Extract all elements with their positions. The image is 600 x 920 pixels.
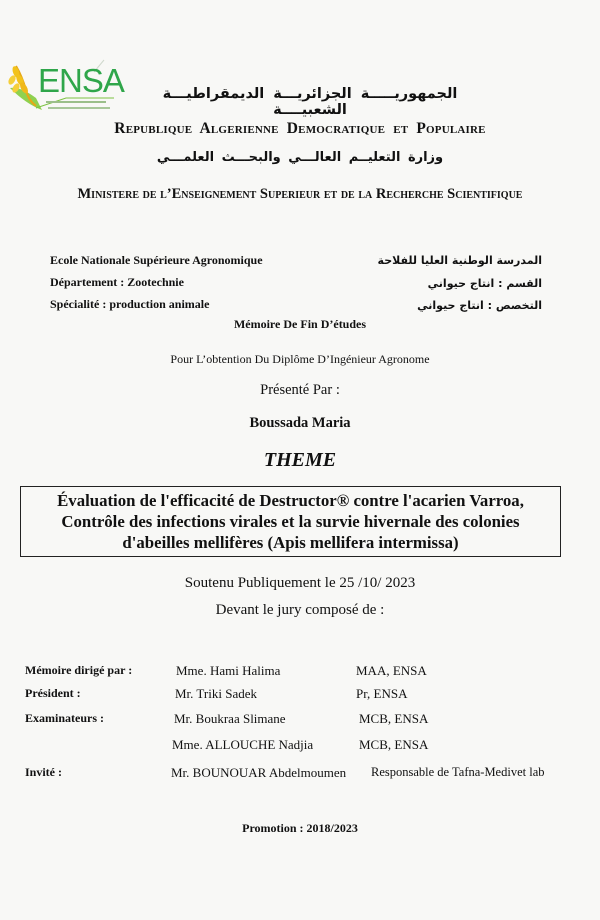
school-name-arabic: المدرسة الوطنية العليا للفلاحة — [377, 254, 542, 267]
specialty: Spécialité : production animale — [50, 297, 210, 311]
jury-intro: Devant le jury composé de : — [215, 602, 385, 618]
jury-name: Mr. BOUNOUAR Abdelmoumen — [171, 765, 347, 780]
jury-name: Mme. ALLOUCHE Nadjia — [172, 737, 314, 752]
republic-french: Republique Algerienne Democratique et Populaire — [114, 120, 486, 137]
theme-line: Évaluation de l'efficacité de Destructor® contre l'acarien Varroa, — [57, 491, 524, 510]
promotion: Promotion : 2018/2023 — [242, 821, 358, 835]
memoir-type: Mémoire De Fin D’études — [233, 317, 367, 331]
ministry-arabic: وزارة التعليــم العالـــي والبحـــث العلمـــي — [156, 150, 444, 165]
logo-text: ENSA — [38, 62, 124, 99]
theme-line: Contrôle des infections virales et la survie hivernale des colonies — [61, 512, 520, 531]
defense-date: Soutenu Publiquement le 25 /10/ 2023 — [184, 575, 416, 591]
jury-row — [0, 711, 600, 731]
jury-row — [0, 737, 600, 757]
jury-role: Examinateurs : — [25, 711, 104, 725]
jury-role: Mémoire dirigé par : — [25, 663, 133, 677]
school-name: Ecole Nationale Supérieure Agronomique — [50, 253, 263, 267]
theme-heading: THEME — [263, 449, 337, 471]
jury-name: Mme. Hami Halima — [176, 663, 281, 678]
jury-title: MAA, ENSA — [356, 663, 427, 678]
jury-row — [0, 663, 600, 683]
jury-row — [0, 686, 600, 706]
department-arabic: القسم : انتاج حيواني — [427, 277, 542, 290]
jury-title: MCB, ENSA — [359, 711, 429, 726]
theme-title — [26, 490, 556, 553]
jury-name: Mr. Boukraa Slimane — [174, 711, 286, 726]
memoir-purpose: Pour L’obtention Du Diplôme D’Ingénieur Agronome — [170, 352, 430, 366]
republic-arabic: الجمهوريـــــة الجزائريـــة الديمقراطيـــة الشعبيــــة — [162, 86, 458, 118]
jury-title: Pr, ENSA — [356, 686, 408, 701]
presented-by-label: Présenté Par : — [260, 382, 340, 398]
ministry-french: Ministere de l’Enseignement Superieur et de la Recherche Scientifique — [77, 186, 523, 202]
jury-role: Président : — [25, 686, 81, 700]
jury-title: Responsable de Tafna-Medivet lab — [371, 765, 545, 779]
jury-role: Invité : — [25, 765, 62, 779]
theme-line: d'abeilles mellifères (Apis mellifera intermissa) — [122, 533, 459, 552]
ensa-logo — [6, 58, 124, 114]
theme-box — [20, 486, 561, 557]
jury-row — [0, 765, 600, 785]
author-name: Boussada Maria — [249, 415, 351, 431]
specialty-arabic: التخصص : انتاج حيواني — [417, 299, 542, 312]
jury-title: MCB, ENSA — [359, 737, 429, 752]
jury-name: Mr. Triki Sadek — [175, 686, 257, 701]
department: Département : Zootechnie — [50, 275, 184, 289]
